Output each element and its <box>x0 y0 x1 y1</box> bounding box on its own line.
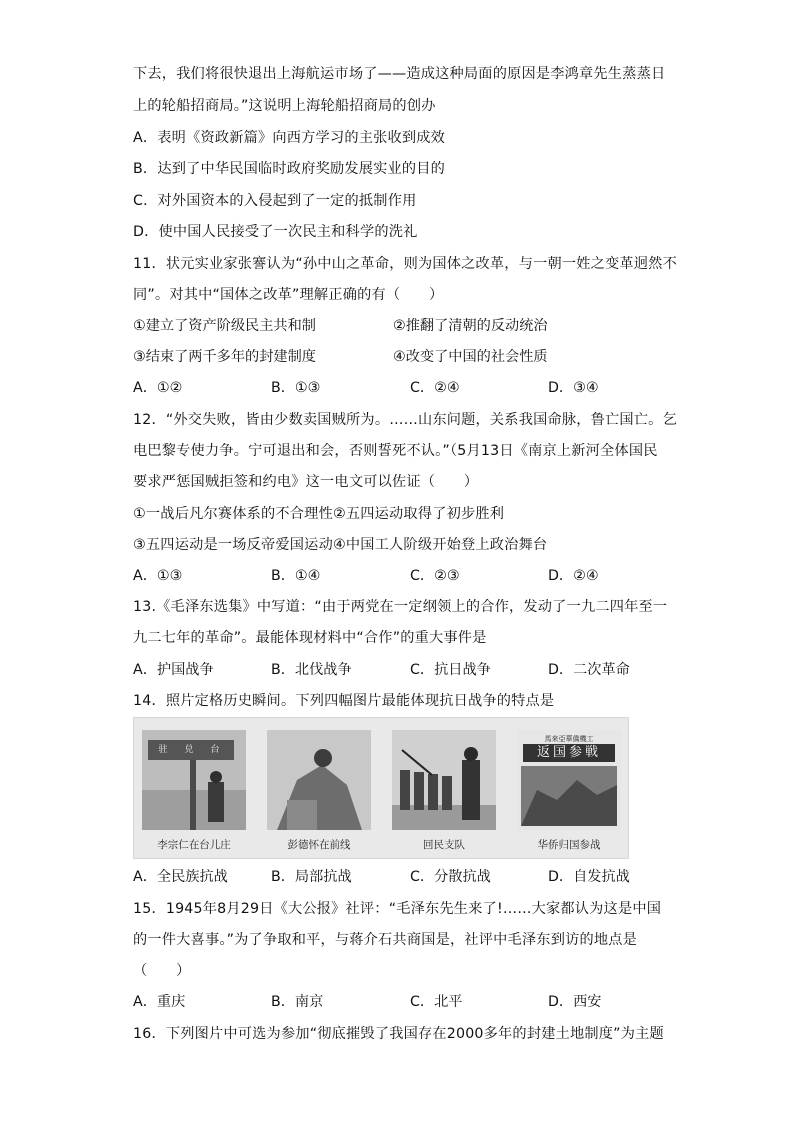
paragraph-line: 上的轮船招商局。”这说明上海轮船招商局的创办 <box>133 98 436 114</box>
photo-overseas-chinese-poster <box>517 730 621 830</box>
question-11-stem: 同”。对其中“国体之改革”理解正确的有（ ） <box>133 287 444 303</box>
photo-strip <box>133 717 629 859</box>
q13-option-b: B．北伐战争 <box>271 662 352 678</box>
question-13-stem: 九二七年的革命”。最能体现材料中“合作”的重大事件是 <box>133 630 487 646</box>
q14-option-a: A．全民族抗战 <box>133 869 228 885</box>
option-a: A．表明《资政新篇》向西方学习的主张收到成效 <box>133 130 446 146</box>
q12-items: ③五四运动是一场反帝爱国运动④中国工人阶级开始登上政治舞台 <box>133 537 548 553</box>
q11-item: ②推翻了清朝的反动统治 <box>393 318 548 334</box>
q12-items: ①一战后凡尔赛体系的不合理性②五四运动取得了初步胜利 <box>133 506 505 522</box>
q14-option-b: B．局部抗战 <box>271 869 352 885</box>
q11-item: ④改变了中国的社会性质 <box>393 349 548 365</box>
q12-option-a: A．①③ <box>133 568 183 584</box>
question-12-stem: 电巴黎专使力争。宁可退出和会，否则誓死不认。”（5月13日《南京上新河全体国民 <box>133 443 658 459</box>
q15-option-d: D．西安 <box>548 994 602 1010</box>
option-b: B．达到了中华民国临时政府奖励发展实业的目的 <box>133 161 446 177</box>
q11-option-c: C．②④ <box>410 380 460 396</box>
photo-caption: 李宗仁在台儿庄 <box>157 839 231 851</box>
q15-option-b: B．南京 <box>271 994 324 1010</box>
question-15-stem: 的一件大喜事。”为了争取和平，与蒋介石共商国是，社评中毛泽东到访的地点是 <box>133 932 638 948</box>
q11-item: ①建立了资产阶级民主共和制 <box>133 318 316 334</box>
q13-option-c: C．抗日战争 <box>410 662 491 678</box>
paragraph-line: 下去，我们将很快退出上海航运市场了——造成这种局面的原因是李鸿章先生蒸蒸日 <box>133 66 666 82</box>
question-16-stem: 16．下列图片中可选为参加“彻底摧毁了我国存在2000多年的封建土地制度”为主题 <box>133 1026 664 1042</box>
question-11-stem: 11．状元实业家张謇认为“孙中山之革命，则为国体之改革，与一朝一姓之变革迥然不 <box>133 256 677 272</box>
photo-hui-detachment <box>392 730 496 830</box>
question-15-stem: （ ） <box>133 963 191 979</box>
question-12-stem: 12．“外交失败，皆由少数卖国贼所为。……山东问题，关系我国命脉，鲁亡国亡。乞 <box>133 412 677 428</box>
question-14-stem: 14．照片定格历史瞬间。下列四幅图片最能体现抗日战争的特点是 <box>133 693 555 709</box>
q11-item: ③结束了两千多年的封建制度 <box>133 349 316 365</box>
question-15-stem: 15．1945年8月29日《大公报》社评：“毛泽东先生来了!……大家都认为这是中国 <box>133 901 662 917</box>
option-c: C．对外国资本的入侵起到了一定的抵制作用 <box>133 193 417 209</box>
poster-title: 返国参戦 <box>523 744 615 762</box>
q14-option-c: C．分散抗战 <box>410 869 491 885</box>
q13-option-d: D．二次革命 <box>548 662 630 678</box>
q14-option-d: D．自发抗战 <box>548 869 630 885</box>
q11-option-d: D．③④ <box>548 380 599 396</box>
question-12-stem: 要求严惩国贼拒签和约电》这一电文可以佐证（ ） <box>133 474 479 490</box>
photo-li-zongren <box>142 730 246 830</box>
q12-option-d: D．②④ <box>548 568 599 584</box>
q15-option-a: A．重庆 <box>133 994 186 1010</box>
q12-option-c: C．②③ <box>410 568 460 584</box>
q12-option-b: B．①④ <box>271 568 321 584</box>
q13-option-a: A．护国战争 <box>133 662 214 678</box>
photo-caption: 华侨归国参战 <box>537 839 601 851</box>
q11-option-a: A．①② <box>133 380 183 396</box>
photo-caption: 彭德怀在前线 <box>287 839 351 851</box>
poster-header: 馬來亞華僑機工 <box>544 735 594 743</box>
q15-option-c: C．北平 <box>410 994 463 1010</box>
photo-caption: 回民支队 <box>423 839 465 851</box>
photo-sign: 驻 兑 台 <box>148 740 234 760</box>
question-13-stem: 13.《毛泽东选集》中写道：“由于两党在一定纲领上的合作，发动了一九二四年至一 <box>133 599 668 615</box>
option-d: D．使中国人民接受了一次民主和科学的洗礼 <box>133 224 418 240</box>
photo-peng-dehuai <box>267 730 371 830</box>
q11-option-b: B．①③ <box>271 380 321 396</box>
